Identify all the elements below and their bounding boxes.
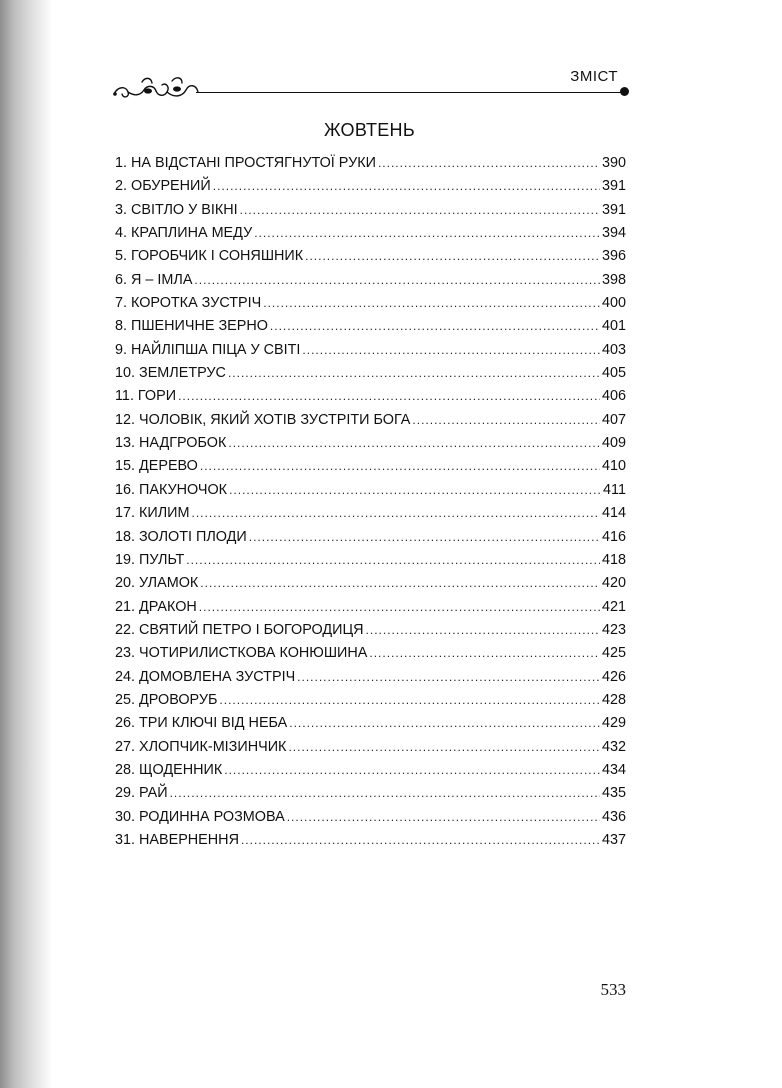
toc-leader-dots	[289, 712, 600, 735]
toc-entry	[115, 712, 626, 735]
toc-leader-dots	[254, 222, 600, 245]
toc-entry-title: 27. ХЛОПЧИК-МІЗИНЧИК	[115, 738, 287, 755]
toc-entry-page: 394	[601, 225, 626, 242]
toc-leader-dots	[288, 736, 600, 759]
toc-entry-title: 11. ГОРИ	[115, 388, 177, 405]
toc-entry-page: 403	[601, 341, 626, 358]
toc-leader-dots	[224, 759, 600, 782]
toc-entry	[115, 666, 626, 689]
toc-entry-page: 391	[601, 178, 626, 195]
toc-leader-dots	[241, 829, 600, 852]
toc-leader-dots	[369, 642, 600, 665]
toc-entry	[115, 175, 626, 198]
toc-entry	[115, 432, 626, 455]
toc-entry-page: 434	[601, 761, 626, 778]
toc-leader-dots	[297, 666, 600, 689]
toc-entry-title: 4. КРАПЛИНА МЕДУ	[115, 225, 253, 242]
toc-entry	[115, 596, 626, 619]
toc-entry	[115, 245, 626, 268]
toc-entry-page: 414	[601, 505, 626, 522]
toc-entry	[115, 829, 626, 852]
toc-entry-page: 423	[601, 621, 626, 638]
toc-entry-page: 407	[601, 411, 626, 428]
toc-entry-title: 6. Я – ІМЛА	[115, 271, 193, 288]
table-of-contents	[115, 152, 626, 852]
toc-entry-page: 411	[603, 481, 626, 498]
toc-entry	[115, 269, 626, 292]
toc-entry-title: 25. ДРОВОРУБ	[115, 691, 218, 708]
toc-entry	[115, 806, 626, 829]
header-rule	[196, 92, 626, 93]
toc-entry	[115, 385, 626, 408]
toc-entry	[115, 736, 626, 759]
toc-entry	[115, 689, 626, 712]
toc-entry-title: 12. ЧОЛОВІК, ЯКИЙ ХОТІВ ЗУСТРІТИ БОГА	[115, 411, 411, 428]
toc-entry-title: 3. СВІТЛО У ВІКНІ	[115, 201, 238, 218]
toc-entry-title: 23. ЧОТИРИЛИСТКОВА КОНЮШИНА	[115, 645, 368, 662]
toc-entry-page: 410	[601, 458, 626, 475]
toc-entry-page: 390	[601, 155, 626, 171]
toc-entry-title: 20. УЛАМОК	[115, 575, 199, 592]
toc-leader-dots	[186, 549, 600, 572]
toc-leader-dots	[219, 689, 600, 712]
toc-leader-dots	[200, 572, 600, 595]
toc-entry	[115, 642, 626, 665]
toc-entry	[115, 409, 626, 432]
toc-entry-title: 26. ТРИ КЛЮЧІ ВІД НЕБА	[115, 715, 288, 732]
toc-leader-dots	[263, 292, 600, 315]
toc-entry-title: 1. НА ВІДСТАНІ ПРОСТЯГНУТОЇ РУКИ	[115, 155, 376, 171]
toc-entry	[115, 619, 626, 642]
toc-leader-dots	[378, 152, 600, 175]
toc-entry-page: 432	[601, 738, 626, 755]
toc-entry-page: 426	[601, 668, 626, 685]
toc-leader-dots	[412, 409, 600, 432]
toc-entry	[115, 526, 626, 549]
toc-entry-title: 5. ГОРОБЧИК І СОНЯШНИК	[115, 248, 304, 265]
toc-entry-page: 409	[601, 435, 626, 452]
header-rule-end-dot	[620, 87, 629, 96]
toc-entry	[115, 479, 626, 502]
toc-entry-page: 406	[601, 388, 626, 405]
toc-entry-page: 437	[601, 831, 626, 848]
toc-leader-dots	[240, 199, 600, 222]
toc-leader-dots	[302, 339, 600, 362]
toc-entry-page: 436	[601, 808, 626, 825]
toc-entry-title: 13. НАДГРОБОК	[115, 435, 227, 452]
toc-entry-page: 421	[601, 598, 626, 615]
toc-leader-dots	[228, 362, 600, 385]
floral-flourish-icon	[112, 72, 204, 102]
toc-entry-title: 9. НАЙЛІПША ПІЦА У СВІТІ	[115, 341, 301, 358]
toc-entry-title: 28. ЩОДЕННИК	[115, 761, 223, 778]
toc-entry	[115, 572, 626, 595]
running-header	[112, 64, 632, 104]
toc-entry-title: 22. СВЯТИЙ ПЕТРО І БОГОРОДИЦЯ	[115, 621, 364, 638]
toc-entry-page: 391	[601, 201, 626, 218]
toc-entry-title: 30. РОДИННА РОЗМОВА	[115, 808, 285, 825]
toc-leader-dots	[192, 502, 600, 525]
toc-entry-title: 29. РАЙ	[115, 785, 168, 802]
toc-entry-page: 405	[601, 365, 626, 382]
toc-entry	[115, 759, 626, 782]
toc-entry-title: 10. ЗЕМЛЕТРУС	[115, 365, 226, 382]
toc-entry-page: 400	[601, 295, 626, 312]
toc-leader-dots	[249, 526, 600, 549]
toc-leader-dots	[178, 385, 600, 408]
toc-leader-dots	[213, 175, 600, 198]
toc-leader-dots	[366, 619, 600, 642]
toc-entry-page: 435	[601, 785, 626, 802]
toc-leader-dots	[270, 315, 600, 338]
toc-leader-dots	[287, 806, 600, 829]
section-title: ЖОВТЕНЬ	[324, 120, 415, 140]
toc-entry-page: 416	[601, 528, 626, 545]
toc-entry-title: 19. ПУЛЬТ	[115, 551, 185, 568]
toc-leader-dots	[305, 245, 600, 268]
toc-leader-dots	[194, 269, 600, 292]
toc-entry-page: 420	[601, 575, 626, 592]
toc-entry	[115, 152, 626, 175]
page-number: 533	[600, 980, 626, 999]
toc-entry-page: 429	[601, 715, 626, 732]
toc-entry	[115, 315, 626, 338]
toc-leader-dots	[170, 782, 600, 805]
toc-entry	[115, 782, 626, 805]
toc-entry-title: 17. КИЛИМ	[115, 505, 190, 522]
toc-entry-title: 7. КОРОТКА ЗУСТРІЧ	[115, 295, 262, 312]
toc-entry	[115, 222, 626, 245]
toc-entry-title: 2. ОБУРЕНИЙ	[115, 178, 211, 195]
toc-entry	[115, 339, 626, 362]
toc-entry	[115, 362, 626, 385]
toc-entry	[115, 502, 626, 525]
toc-entry-page: 428	[601, 691, 626, 708]
toc-leader-dots	[199, 596, 600, 619]
header-title: ЗМІСТ	[570, 68, 618, 85]
toc-leader-dots	[229, 479, 601, 502]
toc-leader-dots	[200, 455, 600, 478]
toc-entry-title: 15. ДЕРЕВО	[115, 458, 198, 475]
toc-entry-page: 418	[601, 551, 626, 568]
toc-entry-title: 18. ЗОЛОТІ ПЛОДИ	[115, 528, 247, 545]
toc-entry-page: 425	[601, 645, 626, 662]
toc-entry-title: 24. ДОМОВЛЕНА ЗУСТРІЧ	[115, 668, 296, 685]
toc-entry-title: 21. ДРАКОН	[115, 598, 197, 615]
toc-entry	[115, 549, 626, 572]
toc-entry	[115, 199, 626, 222]
toc-entry-title: 16. ПАКУНОЧОК	[115, 481, 228, 498]
toc-entry-page: 401	[601, 318, 626, 335]
book-spine-shadow	[0, 0, 52, 1088]
toc-entry	[115, 292, 626, 315]
toc-entry-page: 396	[601, 248, 626, 265]
toc-entry-page: 398	[601, 271, 626, 288]
toc-entry-title: 8. ПШЕНИЧНЕ ЗЕРНО	[115, 318, 268, 335]
toc-entry-title: 31. НАВЕРНЕННЯ	[115, 831, 239, 848]
toc-leader-dots	[228, 432, 600, 455]
toc-entry	[115, 455, 626, 478]
